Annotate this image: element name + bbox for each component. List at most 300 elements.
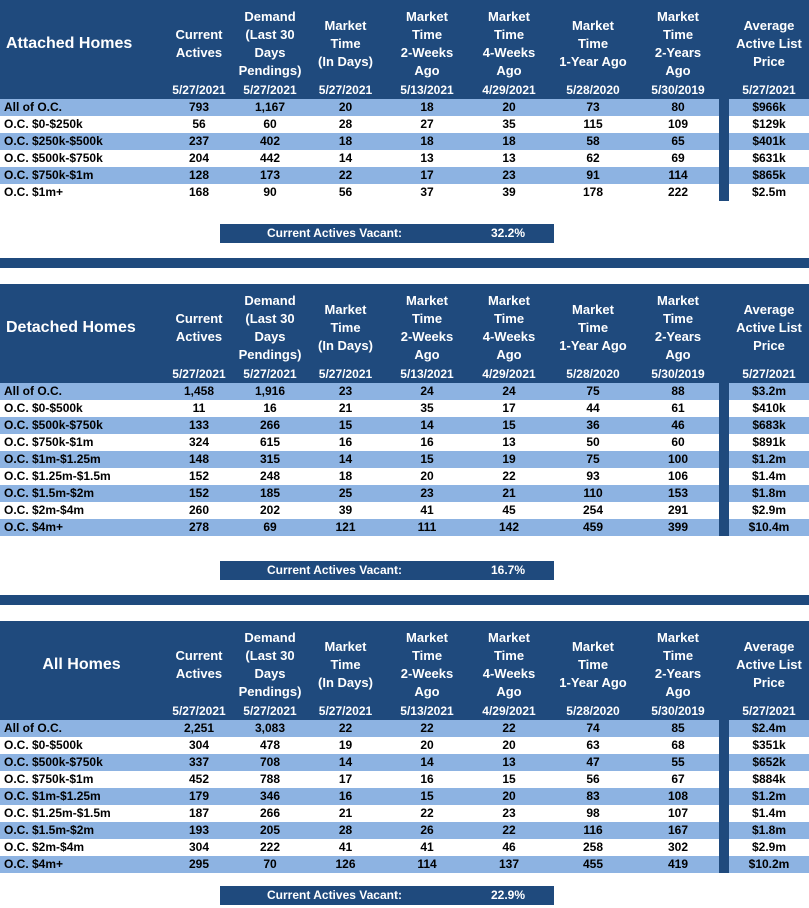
column-header-line: Time: [330, 36, 361, 51]
column-header-text: [655, 8, 701, 80]
row-label: O.C. $1m+: [4, 185, 64, 199]
table-row: [0, 451, 809, 468]
table-section: [0, 284, 809, 536]
data-cell: 18: [502, 134, 516, 148]
data-cell: 315: [259, 452, 281, 466]
column-header-line: Ago: [496, 684, 522, 699]
data-cell: 14: [338, 452, 353, 466]
data-cell: 44: [586, 401, 600, 415]
column-header-line: Time: [577, 657, 609, 672]
data-cell: $10.4m: [748, 520, 790, 534]
table-row: [0, 99, 809, 116]
data-cell: $2.9m: [751, 840, 787, 854]
column-header-line: 2-Weeks: [400, 45, 454, 60]
column-header-line: Current: [175, 648, 223, 663]
data-cell: 24: [420, 384, 434, 398]
column-header: [163, 621, 235, 709]
data-cell: $884k: [752, 772, 786, 786]
data-cell: 28: [338, 823, 353, 837]
column-header-text: [655, 292, 701, 364]
column-header-line: Market: [406, 9, 448, 24]
table-row: [0, 116, 809, 133]
column-header-line: (In Days): [318, 54, 373, 69]
column-header-line: Active List: [736, 657, 802, 672]
column-header-line: Time: [662, 27, 694, 42]
row-label: All of O.C.: [4, 721, 62, 735]
data-cell: $410k: [752, 401, 786, 415]
date-row: [0, 703, 809, 720]
column-header: [729, 284, 809, 372]
data-cell: 35: [420, 401, 434, 415]
data-cell: $891k: [752, 435, 786, 449]
data-cell: 35: [502, 117, 516, 131]
data-cell: 37: [420, 185, 434, 199]
data-cell: 80: [671, 100, 685, 114]
data-cell: 22: [502, 721, 516, 735]
date-cell: 5/30/2019: [651, 367, 705, 381]
data-cell: 22: [502, 469, 516, 483]
table-row: [0, 822, 809, 839]
date-cell: 5/13/2021: [400, 704, 454, 718]
table-row: [0, 468, 809, 485]
column-header-line: Demand: [244, 9, 296, 24]
column-header-line: Ago: [665, 684, 691, 699]
data-cell: 60: [263, 117, 277, 131]
column-header-line: Time: [662, 648, 694, 663]
vacancy-box: [220, 561, 554, 580]
column-header-line: Days: [254, 666, 286, 681]
date-cell: 5/27/2021: [172, 704, 226, 718]
data-cell: 248: [259, 469, 281, 483]
column-header-line: Days: [254, 329, 286, 344]
column-header-line: Actives: [175, 329, 223, 344]
column-header-line: Active List: [736, 36, 802, 51]
data-cell: 222: [667, 185, 689, 199]
data-cell: 114: [668, 168, 688, 182]
data-cell: $10.2m: [748, 857, 790, 871]
date-cell: 4/29/2021: [482, 83, 536, 97]
column-header-line: Average: [743, 639, 795, 654]
row-label: O.C. $4m+: [4, 520, 64, 534]
data-cell: 152: [188, 469, 210, 483]
data-cell: 266: [259, 806, 281, 820]
column-header-line: 1-Year Ago: [559, 675, 627, 690]
data-cell: 205: [259, 823, 281, 837]
column-header-line: (In Days): [318, 675, 373, 690]
column-header-line: Market: [324, 18, 367, 33]
data-cell: $2.5m: [751, 185, 787, 199]
column-header-line: Time: [330, 320, 361, 335]
data-cell: 106: [667, 469, 689, 483]
column-header-line: Average: [743, 302, 795, 317]
data-cell: 304: [188, 840, 210, 854]
data-cell: 61: [671, 401, 685, 415]
date-cell: 5/27/2021: [172, 367, 226, 381]
column-header-line: Ago: [414, 63, 440, 78]
column-header-line: Pendings): [238, 63, 302, 78]
column-header-line: Current: [175, 311, 223, 326]
column-header-line: Market: [488, 630, 530, 645]
column-header-line: Market: [324, 639, 367, 654]
data-cell: 22: [338, 721, 353, 735]
data-cell: 179: [188, 789, 210, 803]
column-header-line: Ago: [665, 347, 691, 362]
data-cell: 23: [502, 806, 516, 820]
column-header-line: Market: [406, 630, 448, 645]
column-header: [305, 621, 386, 709]
data-cell: 346: [259, 789, 281, 803]
column-header-line: Time: [662, 311, 694, 326]
column-header-line: 4-Weeks: [482, 329, 536, 344]
data-cell: 17: [420, 168, 434, 182]
data-cell: 13: [420, 151, 434, 165]
data-cell: 185: [259, 486, 281, 500]
data-cell: 302: [667, 840, 689, 854]
column-header-text: [559, 301, 626, 355]
date-cell: 5/28/2020: [566, 367, 620, 381]
column-header-text: [736, 301, 802, 355]
column-header: [305, 284, 386, 372]
data-cell: 93: [586, 469, 600, 483]
column-header: [729, 621, 809, 709]
column-header: [163, 0, 235, 88]
column-header-line: Days: [254, 45, 286, 60]
column-header: [235, 284, 305, 372]
data-cell: 793: [188, 100, 210, 114]
data-cell: 1,458: [183, 384, 215, 398]
column-header-line: 1-Year Ago: [559, 54, 627, 69]
data-cell: 47: [586, 755, 600, 769]
data-cell: 16: [338, 435, 353, 449]
data-cell: 20: [338, 100, 353, 114]
column-header-line: Market: [657, 630, 699, 645]
section-title: Attached Homes: [6, 35, 133, 52]
date-cell: 5/27/2021: [742, 704, 796, 718]
data-cell: 19: [502, 452, 516, 466]
date-cell: 5/13/2021: [400, 83, 454, 97]
data-cell: 22: [420, 721, 434, 735]
data-cell: 16: [420, 435, 434, 449]
data-cell: $1.4m: [751, 469, 787, 483]
column-header: [235, 621, 305, 709]
data-cell: 304: [188, 738, 210, 752]
column-header-line: 2-Years: [654, 666, 702, 681]
column-header: [235, 0, 305, 88]
data-cell: 254: [582, 503, 604, 517]
data-cell: 109: [667, 117, 689, 131]
column-header-line: (Last 30: [245, 311, 295, 326]
data-cell: 15: [338, 418, 353, 432]
data-cell: 260: [188, 503, 210, 517]
column-separator: [719, 99, 729, 201]
row-label: O.C. $500k-$750k: [4, 755, 103, 769]
data-cell: 13: [502, 435, 516, 449]
vacancy-value: 32.2%: [491, 226, 526, 240]
column-header-line: Market: [488, 293, 530, 308]
column-header-line: 2-Years: [654, 329, 702, 344]
column-header-text: [318, 17, 373, 71]
date-cell: 5/27/2021: [318, 704, 373, 718]
column-header-line: Price: [753, 675, 785, 690]
column-header: [468, 0, 550, 88]
column-header: [729, 0, 809, 88]
row-label: O.C. $0-$500k: [4, 738, 83, 752]
vacancy-label: Current Actives Vacant:: [267, 888, 402, 902]
data-cell: 28: [338, 117, 353, 131]
row-label: O.C. $500k-$750k: [4, 418, 103, 432]
data-cell: 168: [188, 185, 210, 199]
data-cell: 50: [586, 435, 600, 449]
data-cell: $401k: [752, 134, 786, 148]
data-cell: 18: [420, 134, 434, 148]
table-row: [0, 839, 809, 856]
data-cell: 88: [671, 384, 685, 398]
column-header: [468, 621, 550, 709]
data-cell: 23: [338, 384, 353, 398]
data-cell: 615: [259, 435, 281, 449]
column-header-line: Time: [411, 311, 443, 326]
column-header-text: [559, 638, 626, 692]
data-cell: 452: [188, 772, 210, 786]
vacancy-value: 16.7%: [491, 563, 526, 577]
date-cell: 5/27/2021: [243, 83, 297, 97]
column-header-line: Market: [657, 9, 699, 24]
vacancy-box: [220, 886, 554, 905]
data-cell: 148: [188, 452, 210, 466]
column-header-text: [483, 629, 536, 701]
date-cell: 4/29/2021: [482, 704, 536, 718]
column-header-line: Time: [411, 648, 443, 663]
data-cell: 45: [502, 503, 516, 517]
data-cell: 21: [338, 401, 353, 415]
column-header-line: 1-Year Ago: [559, 338, 627, 353]
data-cell: 69: [263, 520, 277, 534]
data-cell: 442: [259, 151, 281, 165]
row-label: O.C. $750k-$1m: [4, 772, 94, 786]
data-cell: 114: [417, 857, 437, 871]
data-cell: 110: [583, 486, 603, 500]
data-cell: 295: [188, 857, 210, 871]
data-cell: $1.8m: [751, 486, 787, 500]
data-cell: 459: [582, 520, 604, 534]
data-cell: 14: [338, 151, 353, 165]
data-cell: 18: [338, 134, 353, 148]
data-cell: 58: [586, 134, 600, 148]
data-cell: 23: [420, 486, 434, 500]
section-divider: [0, 595, 809, 605]
data-cell: 20: [502, 100, 516, 114]
data-cell: 107: [667, 806, 689, 820]
data-cell: 21: [338, 806, 353, 820]
row-label: O.C. $1.5m-$2m: [4, 823, 95, 837]
table-header: [0, 284, 809, 372]
data-cell: 62: [586, 151, 600, 165]
data-cell: 15: [502, 418, 516, 432]
data-cell: 20: [502, 789, 516, 803]
data-cell: 98: [586, 806, 600, 820]
column-header: [386, 284, 468, 372]
data-cell: 75: [586, 384, 600, 398]
column-header-text: [176, 310, 223, 346]
column-header-line: Ago: [496, 347, 522, 362]
data-cell: 202: [259, 503, 281, 517]
data-cell: 708: [259, 755, 281, 769]
column-header-text: [483, 292, 536, 364]
data-cell: 18: [420, 100, 434, 114]
data-cell: 68: [671, 738, 685, 752]
data-cell: 222: [259, 840, 281, 854]
column-separator: [719, 720, 729, 873]
date-cell: 4/29/2021: [482, 367, 536, 381]
table-row: [0, 771, 809, 788]
data-cell: 3,083: [254, 721, 286, 735]
column-header-text: [239, 629, 302, 701]
data-cell: 137: [498, 857, 520, 871]
data-cell: 20: [420, 738, 434, 752]
data-cell: 100: [667, 452, 689, 466]
column-header-text: [401, 292, 454, 364]
data-cell: 46: [671, 418, 685, 432]
data-cell: 419: [667, 857, 689, 871]
data-cell: 24: [502, 384, 516, 398]
data-cell: 167: [667, 823, 689, 837]
row-label: O.C. $750k-$1m: [4, 168, 94, 182]
data-cell: 46: [502, 840, 516, 854]
data-cell: 15: [502, 772, 516, 786]
data-cell: 11: [192, 401, 206, 415]
column-header-line: Ago: [665, 63, 691, 78]
row-label: O.C. $2m-$4m: [4, 503, 85, 517]
column-header: [163, 284, 235, 372]
data-cell: 41: [420, 503, 434, 517]
table-row: [0, 754, 809, 771]
data-cell: 90: [263, 185, 277, 199]
row-label: All of O.C.: [4, 100, 62, 114]
data-cell: 20: [420, 469, 434, 483]
data-cell: 27: [420, 117, 434, 131]
table-row: [0, 150, 809, 167]
data-cell: 204: [188, 151, 210, 165]
data-cell: 41: [338, 840, 353, 854]
data-cell: 73: [586, 100, 600, 114]
data-cell: 108: [667, 789, 689, 803]
table-header: [0, 0, 809, 88]
table-row: [0, 519, 809, 536]
data-cell: 14: [420, 418, 434, 432]
data-cell: 21: [502, 486, 516, 500]
vacancy-label: Current Actives Vacant:: [267, 563, 402, 577]
column-header-line: Market: [572, 302, 614, 317]
data-cell: 25: [338, 486, 353, 500]
column-header-line: Ago: [414, 684, 440, 699]
column-header-line: Ago: [496, 63, 522, 78]
data-cell: 16: [420, 772, 434, 786]
data-cell: 69: [671, 151, 685, 165]
date-cell: 5/27/2021: [243, 704, 297, 718]
column-header: [636, 284, 720, 372]
column-separator: [719, 383, 729, 536]
column-header-text: [318, 301, 373, 355]
data-cell: $1.4m: [751, 806, 787, 820]
data-cell: 22: [420, 806, 434, 820]
table-row: [0, 485, 809, 502]
data-cell: 133: [188, 418, 210, 432]
column-header-line: Actives: [175, 666, 223, 681]
row-label: All of O.C.: [4, 384, 62, 398]
data-cell: 291: [667, 503, 689, 517]
column-header-text: [559, 17, 626, 71]
data-cell: $1.2m: [751, 452, 787, 466]
column-header-line: 4-Weeks: [482, 45, 536, 60]
column-header-line: Price: [753, 338, 785, 353]
data-cell: $652k: [752, 755, 786, 769]
section-title: Detached Homes: [6, 319, 136, 336]
column-header-text: [483, 8, 536, 80]
data-cell: 22: [502, 823, 516, 837]
data-cell: 74: [586, 721, 600, 735]
column-header-text: [176, 26, 223, 62]
table-row: [0, 502, 809, 519]
table-row: [0, 434, 809, 451]
row-label: O.C. $2m-$4m: [4, 840, 85, 854]
column-header-line: 2-Weeks: [400, 329, 454, 344]
column-header-line: Demand: [244, 293, 296, 308]
data-cell: 56: [586, 772, 600, 786]
data-cell: 402: [259, 134, 281, 148]
data-cell: 19: [338, 738, 353, 752]
column-header: [636, 0, 720, 88]
column-header-text: [655, 629, 701, 701]
data-cell: 23: [502, 168, 516, 182]
column-header-text: [176, 647, 223, 683]
column-header-line: Average: [743, 18, 795, 33]
data-cell: 1,167: [254, 100, 286, 114]
row-label: O.C. $1.25m-$1.5m: [4, 469, 111, 483]
data-cell: 237: [188, 134, 210, 148]
row-label: O.C. $4m+: [4, 857, 64, 871]
row-label: O.C. $750k-$1m: [4, 435, 94, 449]
table-row: [0, 805, 809, 822]
data-cell: 15: [420, 452, 434, 466]
data-cell: 15: [420, 789, 434, 803]
column-header-line: 4-Weeks: [482, 666, 536, 681]
table-row: [0, 400, 809, 417]
table-row: [0, 417, 809, 434]
data-cell: 17: [338, 772, 353, 786]
column-header-line: Market: [324, 302, 367, 317]
data-cell: 324: [188, 435, 210, 449]
row-label: O.C. $1.25m-$1.5m: [4, 806, 111, 820]
data-cell: $129k: [752, 117, 786, 131]
data-cell: $351k: [752, 738, 786, 752]
data-cell: $1.8m: [751, 823, 787, 837]
table-row: [0, 856, 809, 873]
date-cell: 5/13/2021: [400, 367, 454, 381]
data-cell: 75: [586, 452, 600, 466]
data-cell: 39: [502, 185, 516, 199]
data-cell: 116: [583, 823, 603, 837]
data-cell: 91: [586, 168, 600, 182]
data-cell: 67: [671, 772, 685, 786]
column-header: [550, 284, 636, 372]
row-label: O.C. $500k-$750k: [4, 151, 103, 165]
data-cell: 278: [188, 520, 210, 534]
data-cell: 128: [188, 168, 210, 182]
date-cell: 5/27/2021: [243, 367, 297, 381]
data-cell: 788: [259, 772, 281, 786]
table-row: [0, 788, 809, 805]
data-cell: 152: [188, 486, 210, 500]
